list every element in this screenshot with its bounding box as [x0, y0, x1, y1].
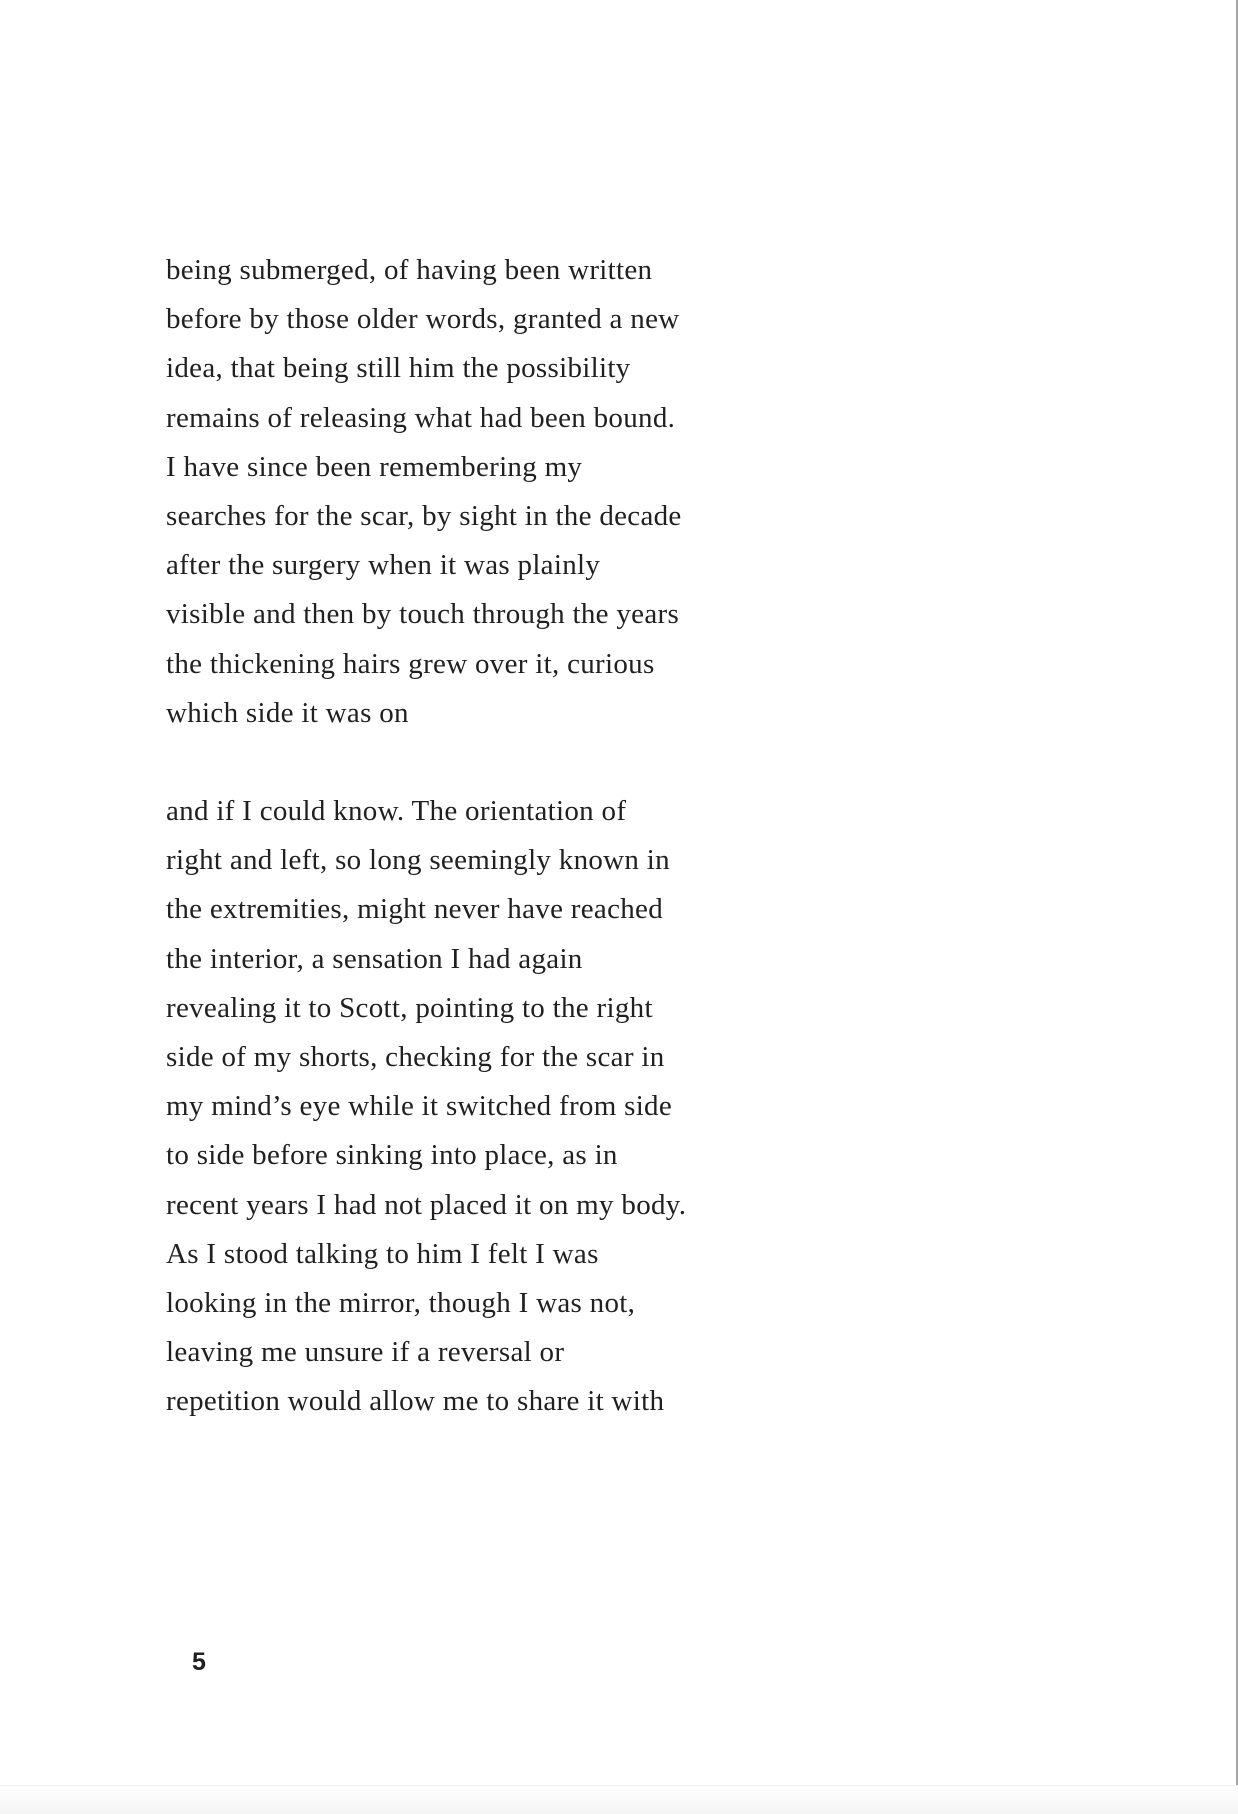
page-bottom-shadow — [0, 1785, 1238, 1814]
text-line: I have since been remembering my — [166, 450, 583, 483]
text-line: idea, that being still him the possibility — [166, 352, 631, 385]
text-line: right and left, so long seemingly known in — [166, 844, 670, 877]
text-line: recent years I had not placed it on my body. — [166, 1188, 687, 1221]
paragraph — [166, 787, 726, 1427]
text-line: the interior, a sensation I had again — [166, 942, 583, 975]
text-line: before by those older words, granted a new — [166, 303, 680, 336]
text-line: side of my shorts, checking for the scar in — [166, 1041, 665, 1074]
text-line: leaving me unsure if a reversal or — [166, 1336, 565, 1369]
paragraph — [166, 246, 726, 738]
text-line: repetition would allow me to share it with — [166, 1385, 665, 1418]
text-line: revealing it to Scott, pointing to the right — [166, 991, 653, 1024]
body-text — [166, 246, 726, 1427]
text-line: the extremities, might never have reached — [166, 893, 664, 926]
text-line: my mind’s eye while it switched from side — [166, 1090, 673, 1123]
text-line: looking in the mirror, though I was not, — [166, 1287, 636, 1320]
text-line: As I stood talking to him I felt I was — [166, 1237, 599, 1270]
text-line: after the surgery when it was plainly — [166, 549, 601, 582]
text-line: remains of releasing what had been bound. — [166, 401, 676, 434]
text-line: visible and then by touch through the years — [166, 598, 680, 631]
text-line: being submerged, of having been written — [166, 254, 653, 286]
text-line: which side it was on — [166, 696, 409, 729]
page-number: 5 — [192, 1648, 207, 1676]
text-line: and if I could know. The orientation of — [166, 795, 627, 828]
text-line: searches for the scar, by sight in the decade — [166, 500, 682, 533]
text-line: the thickening hairs grew over it, curious — [166, 647, 655, 680]
text-line: to side before sinking into place, as in — [166, 1139, 618, 1172]
